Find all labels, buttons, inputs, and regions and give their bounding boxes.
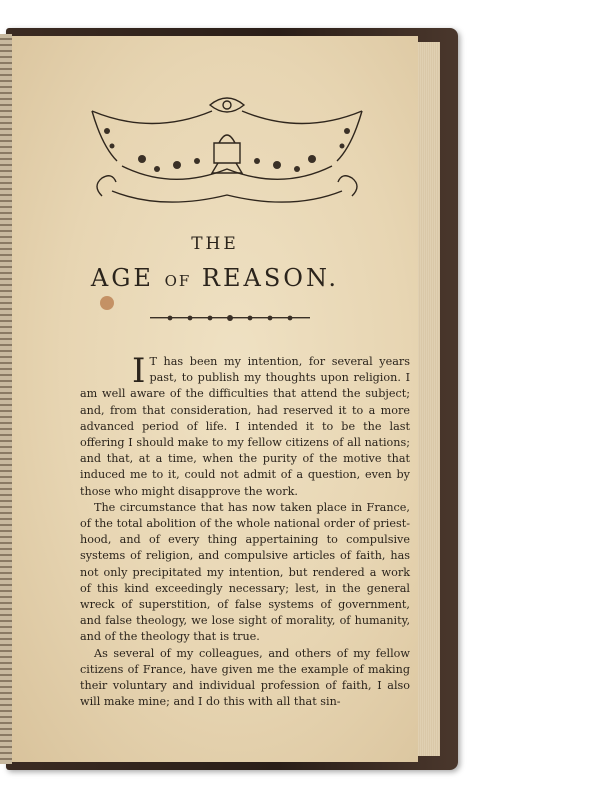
paragraph-3: As several of my colleagues, and others of my fellow citizens of France, have given me the example of making their voluntary and individual profession of faith, I also will make mine; and I do this with all that sin- xyxy=(80,646,410,709)
foxing-stain xyxy=(100,296,114,310)
paragraph-2: The circumstance that has now taken place in France, of the total abolition of the whole national order of priest-hood, and of every thing appertaining to compulsive systems of religion, and compulsive articles of faith, has not only precipitated my intention, but rendered a work of this kind exceedingly necessary; lest, in the general wreck of superstition, of false systems of government, and false theology, we lose sight of morality, of humanity, and of the theology that is true. xyxy=(80,500,410,644)
title-part-of: OF xyxy=(164,272,192,290)
paragraph-1: T has been my intention, for several years past, to publish my thoughts upon religion. I am well aware of the difficulties that attend the subject; and, from that consideration, had reserved it to a more advanced period of life. I intended it to be the last offering I should make to my fellow citizens of all nations; and that, at a time, when the purity of the motive that induced me to it, could not admit of a question, even by those who might disapprove the work. xyxy=(80,355,410,498)
title-part-reason: REASON. xyxy=(191,264,340,292)
title-the: THE xyxy=(191,234,239,254)
page-title xyxy=(12,264,418,292)
book xyxy=(0,28,462,770)
spine-binding xyxy=(0,34,12,764)
drop-cap: I xyxy=(132,351,146,391)
garland-ornament xyxy=(82,91,372,211)
divider-ornament xyxy=(150,312,310,324)
body-text xyxy=(80,351,410,710)
title-part-age: AGE xyxy=(90,264,165,292)
book-page xyxy=(12,36,418,762)
